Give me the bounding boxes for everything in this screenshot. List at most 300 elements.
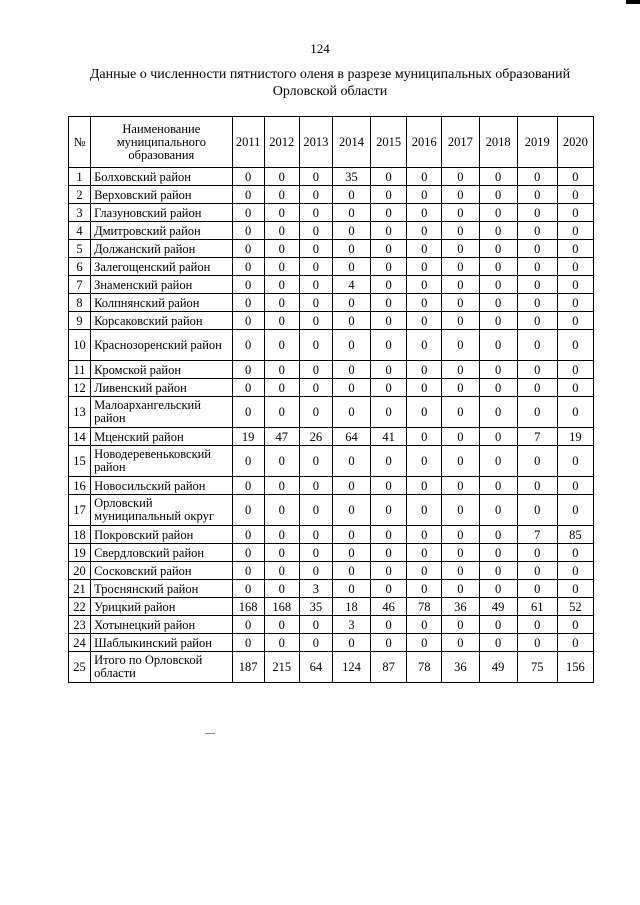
value-cell: 0 [232, 544, 264, 562]
value-cell: 0 [264, 222, 299, 240]
value-cell: 0 [442, 616, 479, 634]
value-cell: 0 [557, 495, 593, 526]
table-row [69, 652, 594, 683]
value-cell: 0 [371, 312, 407, 330]
value-cell: 168 [264, 598, 299, 616]
value-cell: 0 [479, 186, 517, 204]
value-cell: 0 [332, 379, 370, 397]
value-cell: 0 [371, 446, 407, 477]
value-cell: 0 [332, 580, 370, 598]
value-cell: 41 [371, 428, 407, 446]
value-cell: 0 [264, 495, 299, 526]
value-cell: 0 [332, 186, 370, 204]
value-cell: 0 [299, 562, 332, 580]
value-cell: 0 [517, 616, 557, 634]
row-number-cell: 4 [69, 222, 91, 240]
value-cell: 85 [557, 526, 593, 544]
value-cell: 0 [557, 294, 593, 312]
value-cell: 0 [517, 495, 557, 526]
table-row [69, 330, 594, 361]
value-cell: 0 [557, 544, 593, 562]
header-cell-year: 2014 [332, 117, 370, 168]
value-cell: 0 [557, 222, 593, 240]
value-cell: 0 [517, 168, 557, 186]
header-cell-number: № [69, 117, 91, 168]
value-cell: 0 [557, 580, 593, 598]
district-name-cell: Мценский район [91, 428, 233, 446]
value-cell: 0 [407, 330, 442, 361]
value-cell: 0 [232, 168, 264, 186]
value-cell: 0 [371, 258, 407, 276]
row-number-cell: 16 [69, 477, 91, 495]
value-cell: 0 [371, 526, 407, 544]
value-cell: 0 [299, 379, 332, 397]
value-cell: 0 [407, 276, 442, 294]
row-number-cell: 17 [69, 495, 91, 526]
value-cell: 0 [332, 495, 370, 526]
value-cell: 3 [299, 580, 332, 598]
value-cell: 0 [407, 428, 442, 446]
district-name-cell: Кромской район [91, 361, 233, 379]
value-cell: 0 [299, 397, 332, 428]
value-cell: 0 [479, 361, 517, 379]
value-cell: 49 [479, 652, 517, 683]
district-name-cell: Колпнянский район [91, 294, 233, 312]
value-cell: 0 [264, 379, 299, 397]
title-line-1: Данные о численности пятнистого оленя в разрезе муниципальных образований [89, 67, 571, 82]
value-cell: 0 [232, 186, 264, 204]
value-cell: 0 [517, 397, 557, 428]
header-cell-year: 2011 [232, 117, 264, 168]
value-cell: 0 [332, 330, 370, 361]
value-cell: 0 [517, 204, 557, 222]
table-row [69, 222, 594, 240]
table-header-row [69, 117, 594, 168]
district-name-cell: Краснозоренский район [91, 330, 233, 361]
value-cell: 0 [264, 294, 299, 312]
value-cell: 0 [517, 477, 557, 495]
value-cell: 0 [407, 186, 442, 204]
value-cell: 0 [299, 361, 332, 379]
value-cell: 0 [442, 562, 479, 580]
value-cell: 0 [407, 580, 442, 598]
value-cell: 0 [407, 446, 442, 477]
value-cell: 36 [442, 598, 479, 616]
district-name-cell: Покровский район [91, 526, 233, 544]
value-cell: 0 [371, 379, 407, 397]
value-cell: 0 [371, 544, 407, 562]
value-cell: 0 [442, 258, 479, 276]
value-cell: 0 [371, 580, 407, 598]
value-cell: 0 [299, 240, 332, 258]
value-cell: 0 [232, 312, 264, 330]
value-cell: 87 [371, 652, 407, 683]
row-number-cell: 11 [69, 361, 91, 379]
value-cell: 0 [517, 544, 557, 562]
value-cell: 0 [232, 446, 264, 477]
value-cell: 0 [479, 397, 517, 428]
district-name-cell: Болховский район [91, 168, 233, 186]
value-cell: 0 [557, 330, 593, 361]
value-cell: 0 [517, 580, 557, 598]
value-cell: 0 [232, 276, 264, 294]
value-cell: 35 [332, 168, 370, 186]
table-row [69, 379, 594, 397]
value-cell: 0 [479, 526, 517, 544]
value-cell: 0 [232, 330, 264, 361]
header-cell-year: 2019 [517, 117, 557, 168]
value-cell: 0 [479, 258, 517, 276]
value-cell: 0 [264, 544, 299, 562]
value-cell: 0 [264, 258, 299, 276]
district-name-cell: Корсаковский район [91, 312, 233, 330]
row-number-cell: 21 [69, 580, 91, 598]
value-cell: 61 [517, 598, 557, 616]
value-cell: 0 [479, 379, 517, 397]
value-cell: 0 [299, 634, 332, 652]
table-row [69, 294, 594, 312]
value-cell: 0 [332, 477, 370, 495]
value-cell: 0 [442, 240, 479, 258]
value-cell: 0 [517, 361, 557, 379]
value-cell: 0 [517, 222, 557, 240]
district-name-cell: Верховский район [91, 186, 233, 204]
value-cell: 0 [264, 446, 299, 477]
header-cell-year: 2015 [371, 117, 407, 168]
value-cell: 0 [407, 544, 442, 562]
value-cell: 0 [442, 361, 479, 379]
value-cell: 0 [557, 361, 593, 379]
value-cell: 0 [299, 495, 332, 526]
value-cell: 0 [232, 258, 264, 276]
value-cell: 0 [442, 222, 479, 240]
value-cell: 0 [407, 168, 442, 186]
district-name-cell: Троснянский район [91, 580, 233, 598]
value-cell: 0 [299, 526, 332, 544]
district-name-cell: Должанский район [91, 240, 233, 258]
scan-edge-mark [626, 0, 640, 4]
value-cell: 0 [407, 240, 442, 258]
value-cell: 0 [371, 204, 407, 222]
row-number-cell: 13 [69, 397, 91, 428]
value-cell: 0 [264, 312, 299, 330]
value-cell: 0 [479, 240, 517, 258]
value-cell: 0 [232, 477, 264, 495]
value-cell: 0 [479, 446, 517, 477]
table-row [69, 428, 594, 446]
value-cell: 64 [299, 652, 332, 683]
table-row [69, 397, 594, 428]
row-number-cell: 18 [69, 526, 91, 544]
value-cell: 0 [371, 330, 407, 361]
value-cell: 0 [557, 240, 593, 258]
value-cell: 0 [264, 276, 299, 294]
value-cell: 0 [407, 477, 442, 495]
row-number-cell: 22 [69, 598, 91, 616]
value-cell: 64 [332, 428, 370, 446]
value-cell: 7 [517, 428, 557, 446]
value-cell: 0 [299, 446, 332, 477]
value-cell: 0 [332, 526, 370, 544]
table-row [69, 598, 594, 616]
value-cell: 75 [517, 652, 557, 683]
value-cell: 0 [371, 186, 407, 204]
district-name-cell: Знаменский район [91, 276, 233, 294]
value-cell: 0 [557, 276, 593, 294]
value-cell: 0 [371, 477, 407, 495]
table-row [69, 562, 594, 580]
row-number-cell: 10 [69, 330, 91, 361]
value-cell: 0 [264, 580, 299, 598]
district-name-cell: Свердловский район [91, 544, 233, 562]
value-cell: 0 [557, 186, 593, 204]
value-cell: 0 [517, 330, 557, 361]
value-cell: 0 [264, 562, 299, 580]
value-cell: 0 [264, 477, 299, 495]
value-cell: 0 [232, 616, 264, 634]
value-cell: 0 [332, 397, 370, 428]
table-row [69, 580, 594, 598]
value-cell: 0 [557, 562, 593, 580]
value-cell: 0 [557, 312, 593, 330]
value-cell: 0 [442, 446, 479, 477]
value-cell: 0 [371, 397, 407, 428]
value-cell: 0 [264, 616, 299, 634]
value-cell: 0 [479, 634, 517, 652]
district-name-cell: Урицкий район [91, 598, 233, 616]
value-cell: 0 [371, 294, 407, 312]
value-cell: 0 [264, 634, 299, 652]
value-cell: 0 [264, 526, 299, 544]
district-name-cell: Шаблыкинский район [91, 634, 233, 652]
table-row [69, 186, 594, 204]
value-cell: 78 [407, 652, 442, 683]
value-cell: 0 [407, 616, 442, 634]
row-number-cell: 23 [69, 616, 91, 634]
value-cell: 0 [371, 240, 407, 258]
value-cell: 0 [371, 361, 407, 379]
value-cell: 0 [299, 276, 332, 294]
district-name-cell: Сосковский район [91, 562, 233, 580]
value-cell: 49 [479, 598, 517, 616]
value-cell: 0 [232, 397, 264, 428]
header-cell-year: 2016 [407, 117, 442, 168]
value-cell: 0 [442, 495, 479, 526]
table-row [69, 477, 594, 495]
value-cell: 0 [371, 495, 407, 526]
table-row [69, 312, 594, 330]
value-cell: 0 [332, 544, 370, 562]
district-name-cell: Дмитровский район [91, 222, 233, 240]
value-cell: 0 [264, 397, 299, 428]
value-cell: 0 [407, 294, 442, 312]
table-row [69, 616, 594, 634]
value-cell: 0 [557, 204, 593, 222]
value-cell: 0 [232, 580, 264, 598]
value-cell: 0 [299, 312, 332, 330]
table-row [69, 276, 594, 294]
row-number-cell: 8 [69, 294, 91, 312]
value-cell: 0 [479, 276, 517, 294]
value-cell: 0 [479, 580, 517, 598]
table-body [69, 168, 594, 683]
table-row [69, 361, 594, 379]
value-cell: 19 [557, 428, 593, 446]
value-cell: 0 [517, 379, 557, 397]
value-cell: 0 [371, 222, 407, 240]
value-cell: 0 [442, 379, 479, 397]
value-cell: 187 [232, 652, 264, 683]
value-cell: 0 [517, 276, 557, 294]
value-cell: 0 [407, 312, 442, 330]
value-cell: 0 [442, 477, 479, 495]
value-cell: 0 [407, 222, 442, 240]
value-cell: 0 [232, 526, 264, 544]
row-number-cell: 5 [69, 240, 91, 258]
row-number-cell: 6 [69, 258, 91, 276]
value-cell: 0 [407, 526, 442, 544]
value-cell: 0 [442, 330, 479, 361]
value-cell: 0 [407, 397, 442, 428]
value-cell: 0 [264, 186, 299, 204]
value-cell: 168 [232, 598, 264, 616]
value-cell: 0 [371, 634, 407, 652]
value-cell: 0 [332, 240, 370, 258]
value-cell: 0 [371, 616, 407, 634]
value-cell: 4 [332, 276, 370, 294]
value-cell: 0 [407, 204, 442, 222]
value-cell: 0 [557, 168, 593, 186]
value-cell: 0 [517, 186, 557, 204]
value-cell: 0 [442, 204, 479, 222]
value-cell: 0 [332, 294, 370, 312]
page-number: 124 [310, 41, 330, 56]
header-cell-year: 2017 [442, 117, 479, 168]
deer-population-table [68, 116, 594, 683]
header-cell-year: 2013 [299, 117, 332, 168]
district-name-cell: Итого по Орловской области [91, 652, 233, 683]
value-cell: 0 [442, 186, 479, 204]
district-name-cell: Ливенский район [91, 379, 233, 397]
value-cell: 0 [407, 562, 442, 580]
value-cell: 0 [232, 361, 264, 379]
value-cell: 0 [232, 379, 264, 397]
district-name-cell: Новосильский район [91, 477, 233, 495]
value-cell: 0 [299, 168, 332, 186]
table-row [69, 544, 594, 562]
value-cell: 215 [264, 652, 299, 683]
value-cell: 0 [479, 616, 517, 634]
value-cell: 0 [517, 562, 557, 580]
header-cell-year: 2018 [479, 117, 517, 168]
row-number-cell: 25 [69, 652, 91, 683]
value-cell: 0 [332, 222, 370, 240]
scan-artifact [205, 733, 215, 734]
value-cell: 0 [479, 222, 517, 240]
value-cell: 0 [479, 495, 517, 526]
value-cell: 0 [299, 222, 332, 240]
row-number-cell: 1 [69, 168, 91, 186]
district-name-cell: Хотынецкий район [91, 616, 233, 634]
value-cell: 0 [442, 168, 479, 186]
title-line-2: Орловской области [272, 84, 388, 99]
value-cell: 0 [442, 526, 479, 544]
value-cell: 52 [557, 598, 593, 616]
value-cell: 0 [332, 446, 370, 477]
value-cell: 0 [371, 562, 407, 580]
value-cell: 0 [557, 634, 593, 652]
value-cell: 0 [371, 168, 407, 186]
value-cell: 0 [517, 312, 557, 330]
value-cell: 0 [517, 446, 557, 477]
value-cell: 0 [479, 294, 517, 312]
row-number-cell: 3 [69, 204, 91, 222]
value-cell: 156 [557, 652, 593, 683]
row-number-cell: 14 [69, 428, 91, 446]
value-cell: 0 [442, 428, 479, 446]
header-cell-year: 2012 [264, 117, 299, 168]
value-cell: 26 [299, 428, 332, 446]
value-cell: 0 [264, 240, 299, 258]
value-cell: 0 [232, 222, 264, 240]
value-cell: 0 [299, 330, 332, 361]
value-cell: 0 [517, 634, 557, 652]
value-cell: 0 [479, 204, 517, 222]
value-cell: 0 [232, 204, 264, 222]
value-cell: 0 [407, 495, 442, 526]
value-cell: 0 [442, 294, 479, 312]
table-row [69, 240, 594, 258]
value-cell: 0 [479, 330, 517, 361]
value-cell: 0 [332, 361, 370, 379]
value-cell: 0 [264, 168, 299, 186]
value-cell: 0 [479, 562, 517, 580]
row-number-cell: 19 [69, 544, 91, 562]
value-cell: 0 [442, 276, 479, 294]
table-row [69, 168, 594, 186]
table-row [69, 204, 594, 222]
document-title [40, 66, 620, 100]
row-number-cell: 15 [69, 446, 91, 477]
table-row [69, 495, 594, 526]
value-cell: 0 [407, 258, 442, 276]
value-cell: 0 [479, 544, 517, 562]
value-cell: 0 [299, 204, 332, 222]
value-cell: 0 [232, 562, 264, 580]
value-cell: 35 [299, 598, 332, 616]
value-cell: 0 [332, 562, 370, 580]
district-name-cell: Залегощенский район [91, 258, 233, 276]
value-cell: 0 [371, 276, 407, 294]
value-cell: 0 [332, 312, 370, 330]
row-number-cell: 24 [69, 634, 91, 652]
value-cell: 47 [264, 428, 299, 446]
value-cell: 0 [332, 204, 370, 222]
value-cell: 0 [407, 379, 442, 397]
value-cell: 0 [299, 544, 332, 562]
value-cell: 0 [299, 294, 332, 312]
value-cell: 0 [557, 616, 593, 634]
value-cell: 0 [232, 495, 264, 526]
value-cell: 0 [479, 477, 517, 495]
value-cell: 0 [517, 294, 557, 312]
value-cell: 0 [232, 240, 264, 258]
value-cell: 0 [442, 634, 479, 652]
value-cell: 0 [299, 616, 332, 634]
value-cell: 0 [232, 634, 264, 652]
row-number-cell: 12 [69, 379, 91, 397]
value-cell: 0 [264, 330, 299, 361]
